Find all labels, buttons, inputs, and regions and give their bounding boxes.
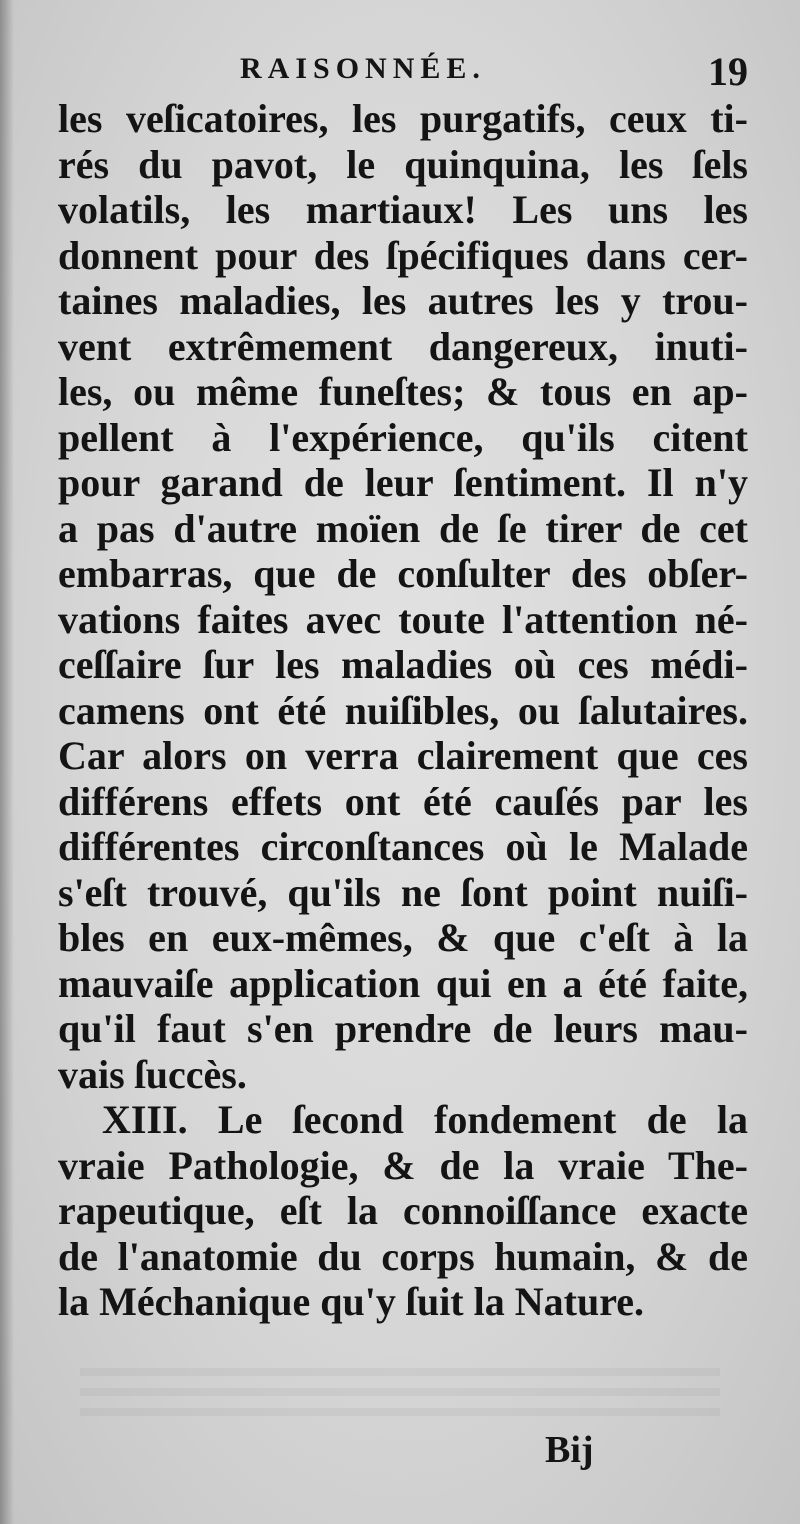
text-line: volatils, les martiaux! Les uns les	[58, 187, 748, 232]
text-line: rapeutique, eſt la connoiſſance exacte	[58, 1188, 748, 1233]
text-line: pour garand de leur ſentiment. Il n'y	[58, 460, 748, 505]
text-line: a pas d'autre moïen de ſe tirer de cet	[58, 505, 748, 551]
text-line: s'eſt trouvé, qu'ils ne ſont point nuiſi-	[58, 869, 748, 915]
text-line: camens ont été nuiſibles, ou ſalutaires.	[58, 687, 748, 733]
text-line: rés du pavot, le quinquina, les ſels	[58, 141, 748, 187]
text-line: taines maladies, les autres les y trou-	[58, 278, 748, 323]
body-text	[58, 96, 748, 1325]
running-title: RAISONNÉE.	[240, 52, 486, 85]
text-line: de l'anatomie du corps humain, & de	[58, 1233, 748, 1279]
text-line: embarras, que de conſulter des obſer-	[58, 551, 748, 596]
text-line: les, ou même funeſtes; & tous en ap-	[58, 369, 748, 414]
running-head	[58, 49, 748, 96]
page-gutter-shadow	[0, 0, 14, 1524]
text-line: les veſicatoires, les purgatifs, ceux ti-	[58, 96, 748, 141]
text-line: différens effets ont été cauſés par les	[58, 778, 748, 824]
signature-mark: Bij	[545, 1429, 594, 1471]
text-line: qu'il faut s'en prendre de leurs mau-	[58, 1006, 748, 1051]
text-line: mauvaiſe application qui en a été faite,	[58, 960, 748, 1006]
text-line: vais ſuccès.	[58, 1051, 247, 1097]
ink-bleed-through	[80, 1368, 720, 1428]
text-line: vent extrêmement dangereux, inuti-	[58, 323, 748, 369]
text-line: ceſſaire ſur les maladies où ces médi-	[58, 642, 748, 687]
text-line: Car alors on verra clairement que ces	[58, 733, 748, 778]
text-line: donnent pour des ſpécifiques dans cer-	[58, 232, 748, 278]
page-number: 19	[708, 49, 748, 94]
section-heading-line: XIII. Le ſecond fondement de la	[102, 1097, 748, 1142]
text-line: différentes circonſtances où le Malade	[58, 824, 748, 869]
text-line: vations faites avec toute l'attention né-	[58, 596, 748, 642]
text-line: vraie Pathologie, & de la vraie The-	[58, 1142, 748, 1188]
text-line: la Méchanique qu'y ſuit la Nature.	[58, 1279, 644, 1324]
text-line: pellent à l'expérience, qu'ils citent	[58, 414, 748, 460]
text-line: bles en eux-mêmes, & que c'eſt à la	[58, 915, 748, 960]
